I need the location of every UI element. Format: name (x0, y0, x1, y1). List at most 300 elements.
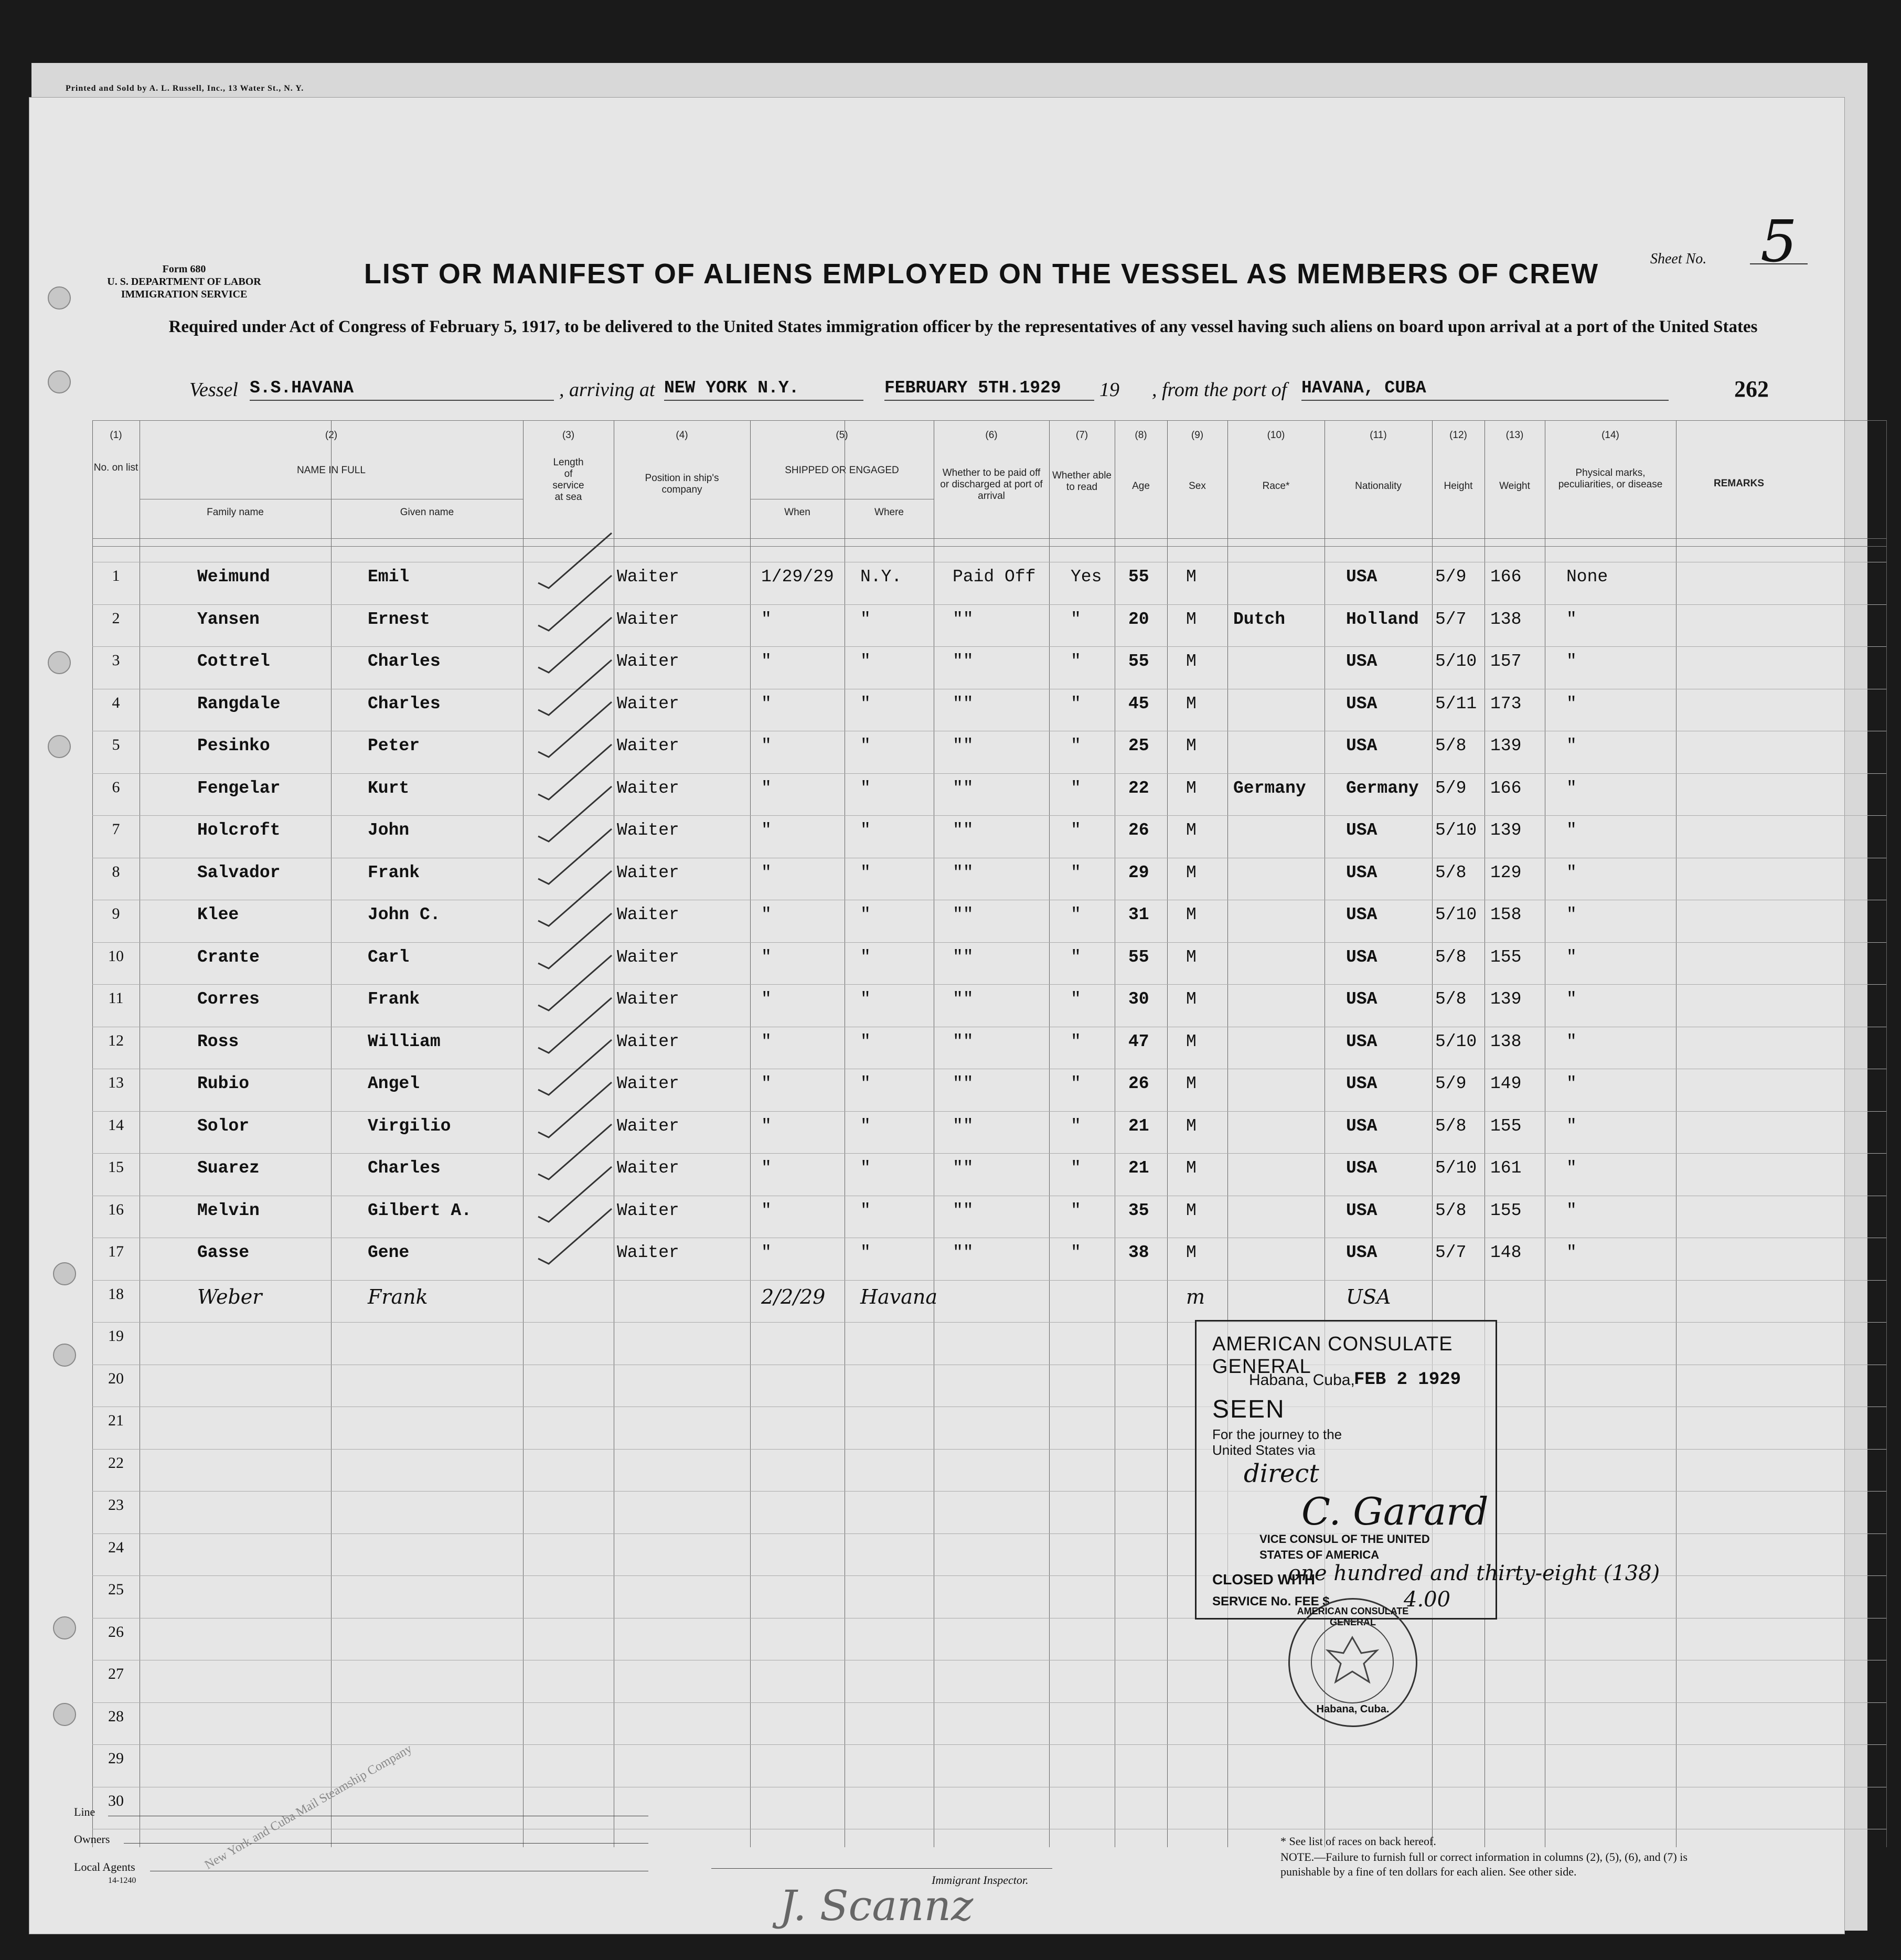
vessel-name: S.S.HAVANA (250, 378, 554, 401)
footnote-races: * See list of races on back hereof. (1280, 1835, 1436, 1848)
cell-paid: "" (953, 821, 974, 840)
col-number-8: (8) (1135, 430, 1147, 441)
cell-weight: 173 (1490, 694, 1522, 713)
cell-sex: M (1186, 694, 1197, 713)
header-shipped: SHIPPED OR ENGAGED (785, 465, 899, 476)
cell-nationality: Germany (1346, 778, 1419, 798)
cell-weight: 148 (1490, 1243, 1522, 1262)
cell-family: Cottrel (197, 652, 270, 671)
cell-weight: 139 (1490, 989, 1522, 1009)
cell-marks: " (1566, 609, 1577, 629)
cell-when: " (761, 821, 772, 840)
cell-where: " (860, 1074, 871, 1093)
cell-age: 21 (1128, 1116, 1149, 1136)
cell-where: " (860, 694, 871, 713)
cell-nationality: USA (1346, 1031, 1377, 1051)
row-number: 19 (108, 1327, 124, 1345)
inspector-rule (711, 1868, 1052, 1869)
cell-position: Waiter (617, 862, 679, 882)
cell-weight: 129 (1490, 862, 1522, 882)
col-number-6: (6) (985, 430, 998, 441)
row-rule (92, 1702, 1886, 1703)
form-number: Form 680 (162, 263, 206, 275)
cell-when: " (761, 1200, 772, 1220)
cell-height: 5/9 (1435, 567, 1467, 587)
footer-owners-label: Owners (74, 1833, 110, 1846)
cell-nationality: USA (1346, 1243, 1377, 1262)
printer-imprint: Printed and Sold by A. L. Russell, Inc., 13 Water St., N. Y. (66, 84, 304, 93)
cell-when: " (761, 1243, 772, 1262)
seal-bottom-text: Habana, Cuba. (1316, 1703, 1390, 1715)
vice-consul-signature: C. Garard (1301, 1489, 1489, 1533)
arriving-label: , arriving at (559, 379, 655, 401)
cell-where: " (860, 1031, 871, 1051)
cell-position: Waiter (617, 1158, 679, 1178)
cell-sex: M (1186, 947, 1197, 967)
cell-nationality: USA (1346, 947, 1377, 967)
header-rule (92, 420, 1886, 421)
header-sex: Sex (1189, 481, 1206, 492)
row-number: 1 (112, 567, 120, 584)
cell-marks: " (1566, 736, 1577, 755)
cell-age: 55 (1128, 947, 1149, 967)
header-nationality: Nationality (1355, 481, 1402, 492)
cell-family: Crante (197, 947, 260, 967)
cell-read: " (1071, 1031, 1081, 1051)
cell-where: " (860, 609, 871, 629)
cell-paid: Paid Off (953, 567, 1036, 587)
cell-age: 20 (1128, 609, 1149, 629)
cell-given: Gene (368, 1243, 410, 1262)
cell-paid: "" (953, 1031, 974, 1051)
cell-marks: " (1566, 1031, 1577, 1051)
form-department: U. S. DEPARTMENT OF LABOR (107, 276, 261, 287)
column-rule (1167, 420, 1168, 1847)
header-remarks: REMARKS (1713, 478, 1765, 489)
cell-weight: 155 (1490, 947, 1522, 967)
cell-height: 5/8 (1435, 947, 1467, 967)
cell-sex: M (1186, 1158, 1197, 1178)
cell-where: Havana (860, 1285, 938, 1308)
cell-nationality: USA (1346, 652, 1377, 671)
cell-where: " (860, 736, 871, 755)
cell-read: " (1071, 1074, 1081, 1093)
cell-position: Waiter (617, 1243, 679, 1262)
row-number: 21 (108, 1412, 124, 1429)
cell-family: Gasse (197, 1243, 250, 1262)
col-number-7: (7) (1075, 430, 1088, 441)
row-rule (92, 1111, 1886, 1112)
cell-height: 5/10 (1435, 1158, 1477, 1178)
cell-marks: " (1566, 1200, 1577, 1220)
cell-height: 5/8 (1435, 1200, 1467, 1220)
footer-line-label: Line (74, 1805, 95, 1818)
sheet-number-label: Sheet No. (1650, 251, 1707, 267)
header-weight: Weight (1499, 481, 1530, 492)
cell-given: Gilbert A. (368, 1200, 472, 1220)
company-stamp: New York and Cuba Mail Steamship Company (202, 1742, 414, 1872)
cell-weight: 138 (1490, 1031, 1522, 1051)
stamp-closed: CLOSED WITH (1212, 1571, 1315, 1588)
from-port: HAVANA, CUBA (1301, 378, 1669, 401)
binder-hole (53, 1262, 76, 1285)
column-rule (1049, 420, 1050, 1847)
footnote-penalty: NOTE.—Failure to furnish full or correct information in columns (2), (5), (6), and (7) is punishable by a fine of ten dollars for each alien. See other side. (1280, 1850, 1688, 1878)
cell-where: " (860, 1243, 871, 1262)
stamp-vice-consul: VICE CONSUL OF THE UNITED STATES OF AMERICA (1259, 1532, 1430, 1561)
cell-sex: M (1186, 567, 1197, 587)
cell-where: " (860, 1158, 871, 1178)
cell-when: " (761, 652, 772, 671)
stamp-consulate: AMERICAN CONSULATE GENERAL (1212, 1333, 1453, 1378)
row-number: 17 (108, 1243, 124, 1260)
cell-sex: M (1186, 821, 1197, 840)
stamp-city: Habana, Cuba, (1249, 1371, 1355, 1389)
reference-number: 262 (1734, 376, 1769, 402)
cell-read: " (1071, 905, 1081, 924)
cell-read: " (1071, 947, 1081, 967)
stamp-date: FEB 2 1929 (1354, 1370, 1461, 1390)
cell-sex: M (1186, 1074, 1197, 1093)
header-position: Position in ship's company (645, 473, 719, 495)
cell-sex: m (1186, 1285, 1205, 1308)
row-number: 25 (108, 1581, 124, 1598)
cell-sex: M (1186, 862, 1197, 882)
cell-given: John (368, 821, 410, 840)
cell-when: " (761, 1031, 772, 1051)
cell-marks: " (1566, 1158, 1577, 1178)
cell-nationality: USA (1346, 1285, 1391, 1308)
cell-when: " (761, 1116, 772, 1136)
cell-given: Frank (368, 989, 420, 1009)
footer-agents-label: Local Agents (74, 1860, 135, 1873)
cell-given: Frank (368, 862, 420, 882)
header-no-on-list: No. on list (93, 462, 138, 473)
cell-when: " (761, 1074, 772, 1093)
cell-given: Ernest (368, 609, 430, 629)
cell-age: 29 (1128, 862, 1149, 882)
cell-marks: " (1566, 778, 1577, 798)
cell-when: " (761, 989, 772, 1009)
footer-owners-rule (124, 1843, 648, 1844)
cell-sex: M (1186, 1116, 1197, 1136)
cell-age: 47 (1128, 1031, 1149, 1051)
sheet-number: 5 (1760, 208, 1797, 275)
cell-weight: 166 (1490, 567, 1522, 587)
cell-weight: 139 (1490, 821, 1522, 840)
cell-sex: M (1186, 652, 1197, 671)
eagle-emblem-icon (1311, 1621, 1394, 1703)
cell-age: 31 (1128, 905, 1149, 924)
row-number: 3 (112, 652, 120, 669)
cell-when: 1/29/29 (761, 567, 834, 587)
cell-paid: "" (953, 1116, 974, 1136)
cell-nationality: Holland (1346, 609, 1419, 629)
cell-nationality: USA (1346, 567, 1377, 587)
cell-given: Frank (368, 1285, 428, 1308)
cell-height: 5/8 (1435, 736, 1467, 755)
cell-paid: "" (953, 905, 974, 924)
cell-when: " (761, 609, 772, 629)
column-rule (523, 420, 524, 1847)
cell-height: 5/8 (1435, 862, 1467, 882)
header-rule (92, 538, 1886, 539)
cell-read: " (1071, 778, 1081, 798)
cell-age: 55 (1128, 652, 1149, 671)
stamp-journey: For the journey to the United States via (1212, 1426, 1342, 1458)
cell-given: Emil (368, 567, 410, 587)
cell-age: 26 (1128, 1074, 1149, 1093)
row-number: 5 (112, 736, 120, 753)
cell-family: Rangdale (197, 694, 281, 713)
form-service: IMMIGRATION SERVICE (121, 289, 248, 300)
row-rule (92, 1322, 1886, 1323)
header-paid-off: Whether to be paid off or discharged at port of arrival (940, 467, 1043, 502)
page-title: LIST OR MANIFEST OF ALIENS EMPLOYED ON THE VESSEL AS MEMBERS OF CREW (364, 258, 1599, 290)
cell-weight: 157 (1490, 652, 1522, 671)
header-family-name: Family name (207, 507, 264, 518)
cell-family: Pesinko (197, 736, 270, 755)
row-number: 24 (108, 1538, 124, 1556)
col-number-13: (13) (1505, 430, 1524, 441)
row-rule (92, 646, 1886, 647)
cell-paid: "" (953, 652, 974, 671)
cell-when: 2/2/29 (761, 1285, 826, 1308)
row-number: 30 (108, 1792, 124, 1809)
cell-family: Klee (197, 905, 239, 924)
row-number: 9 (112, 905, 120, 922)
cell-sex: M (1186, 989, 1197, 1009)
binder-hole (48, 370, 71, 393)
header-when: When (784, 507, 810, 518)
cell-marks: " (1566, 1074, 1577, 1093)
page-subtitle: Required under Act of Congress of February 5, 1917, to be delivered to the United States immigration officer by the representatives of any vessel having such aliens on board upon arrival at a port of the United States (168, 317, 1758, 336)
inspector-signature: J. Scannz (779, 1881, 974, 1930)
cell-family: Fengelar (197, 778, 281, 798)
cell-sex: M (1186, 1243, 1197, 1262)
arriving-port: NEW YORK N.Y. (664, 378, 863, 401)
col-number-4: (4) (676, 430, 688, 441)
binder-hole (48, 651, 71, 674)
cell-height: 5/9 (1435, 778, 1467, 798)
checkmark-icon (536, 1206, 614, 1269)
col-number-9: (9) (1191, 430, 1204, 441)
cell-read: " (1071, 821, 1081, 840)
column-rule (1227, 420, 1228, 1847)
cell-age: 25 (1128, 736, 1149, 755)
binder-hole (53, 1616, 76, 1639)
cell-paid: "" (953, 694, 974, 713)
cell-read: " (1071, 989, 1081, 1009)
cell-position: Waiter (617, 1031, 679, 1051)
stamp-service: SERVICE No. FEE $ (1212, 1594, 1330, 1609)
seal-top-text: AMERICAN CONSULATE GENERAL (1297, 1606, 1409, 1627)
inspector-label: Immigrant Inspector. (932, 1873, 1029, 1887)
cell-height: 5/9 (1435, 1074, 1467, 1093)
row-number: 29 (108, 1750, 124, 1767)
row-rule (92, 815, 1886, 816)
cell-marks: " (1566, 652, 1577, 671)
header-name-in-full: NAME IN FULL (297, 465, 366, 476)
header-where: Where (874, 507, 904, 518)
row-number: 26 (108, 1623, 124, 1641)
cell-family: Melvin (197, 1200, 260, 1220)
row-rule (92, 1280, 1886, 1281)
row-rule (92, 1153, 1886, 1154)
row-rule (92, 773, 1886, 774)
col-number-1: (1) (110, 430, 122, 441)
cell-read: " (1071, 1116, 1081, 1136)
cell-paid: "" (953, 1074, 974, 1093)
row-number: 14 (108, 1116, 124, 1134)
cell-sex: M (1186, 736, 1197, 755)
cell-family: Solor (197, 1116, 250, 1136)
cell-where: " (860, 905, 871, 924)
cell-position: Waiter (617, 652, 679, 671)
cell-marks: None (1566, 567, 1608, 587)
cell-age: 22 (1128, 778, 1149, 798)
row-rule (92, 984, 1886, 985)
vessel-info-row (29, 378, 1844, 410)
cell-paid: "" (953, 778, 974, 798)
cell-given: Charles (368, 694, 441, 713)
row-rule (92, 942, 1886, 943)
header-able-read: Whether able to read (1052, 470, 1112, 493)
cell-height: 5/7 (1435, 609, 1467, 629)
col-number-12: (12) (1449, 430, 1467, 441)
cell-where: " (860, 862, 871, 882)
row-rule (92, 604, 1886, 605)
cell-when: " (761, 947, 772, 967)
cell-position: Waiter (617, 989, 679, 1009)
binder-hole (53, 1703, 76, 1726)
col-number-5: (5) (836, 430, 848, 441)
cell-paid: "" (953, 609, 974, 629)
header-height: Height (1444, 481, 1473, 492)
header-length-service: Length of service at sea (552, 457, 584, 503)
cell-weight: 155 (1490, 1116, 1522, 1136)
cell-height: 5/10 (1435, 905, 1477, 924)
col-number-2: (2) (325, 430, 338, 441)
cell-position: Waiter (617, 609, 679, 629)
cell-race: Dutch (1233, 609, 1286, 629)
cell-given: Peter (368, 736, 420, 755)
row-rule (92, 1533, 1886, 1534)
cell-marks: " (1566, 1116, 1577, 1136)
cell-age: 30 (1128, 989, 1149, 1009)
row-number: 22 (108, 1454, 124, 1472)
cell-nationality: USA (1346, 821, 1377, 840)
header-given-name: Given name (400, 507, 454, 518)
cell-nationality: USA (1346, 862, 1377, 882)
cell-given: Angel (368, 1074, 420, 1093)
cell-read: " (1071, 736, 1081, 755)
cell-position: Waiter (617, 905, 679, 924)
row-number: 6 (112, 778, 120, 796)
row-number: 20 (108, 1369, 124, 1387)
cell-marks: " (1566, 947, 1577, 967)
cell-read: " (1071, 1200, 1081, 1220)
cell-nationality: USA (1346, 989, 1377, 1009)
cell-position: Waiter (617, 1074, 679, 1093)
cell-weight: 166 (1490, 778, 1522, 798)
cell-position: Waiter (617, 1116, 679, 1136)
cell-where: " (860, 1116, 871, 1136)
cell-position: Waiter (617, 778, 679, 798)
cell-nationality: USA (1346, 905, 1377, 924)
cell-position: Waiter (617, 821, 679, 840)
row-number: 27 (108, 1665, 124, 1682)
cell-nationality: USA (1346, 1158, 1377, 1178)
cell-family: Weber (197, 1285, 262, 1308)
cell-nationality: USA (1346, 694, 1377, 713)
year-label: 19 (1099, 379, 1119, 401)
cell-where: " (860, 652, 871, 671)
cell-sex: M (1186, 778, 1197, 798)
cell-when: " (761, 1158, 772, 1178)
column-rule (1432, 420, 1433, 1847)
cell-nationality: USA (1346, 1074, 1377, 1093)
cell-read: " (1071, 862, 1081, 882)
cell-when: " (761, 694, 772, 713)
cell-when: " (761, 736, 772, 755)
cell-age: 26 (1128, 821, 1149, 840)
column-rule (750, 420, 751, 1847)
row-number: 11 (108, 989, 124, 1007)
cell-paid: "" (953, 1158, 974, 1178)
cell-given: Virgilio (368, 1116, 451, 1136)
cell-paid: "" (953, 736, 974, 755)
cell-position: Waiter (617, 1200, 679, 1220)
cell-sex: M (1186, 609, 1197, 629)
row-number: 15 (108, 1158, 124, 1176)
header-race: Race* (1262, 481, 1290, 492)
cell-paid: "" (953, 947, 974, 967)
cell-height: 5/11 (1435, 694, 1477, 713)
col-number-3: (3) (562, 430, 575, 441)
cell-weight: 161 (1490, 1158, 1522, 1178)
cell-position: Waiter (617, 694, 679, 713)
cell-weight: 155 (1490, 1200, 1522, 1220)
cell-where: " (860, 1200, 871, 1220)
footer-form-code: 14-1240 (108, 1876, 136, 1885)
cell-read: Yes (1071, 567, 1102, 587)
vessel-label: Vessel (189, 379, 238, 401)
cell-weight: 139 (1490, 736, 1522, 755)
cell-position: Waiter (617, 567, 679, 587)
cell-position: Waiter (617, 736, 679, 755)
cell-height: 5/10 (1435, 1031, 1477, 1051)
fee-handwriting: 4.00 (1404, 1588, 1451, 1612)
cell-height: 5/10 (1435, 652, 1477, 671)
stamp-seen: SEEN (1212, 1396, 1285, 1423)
cell-given: Carl (368, 947, 410, 967)
cell-weight: 158 (1490, 905, 1522, 924)
binder-hole (48, 286, 71, 310)
row-number: 8 (112, 862, 120, 880)
cell-position: Waiter (617, 947, 679, 967)
cell-when: " (761, 862, 772, 882)
cell-height: 5/8 (1435, 989, 1467, 1009)
cell-height: 5/10 (1435, 821, 1477, 840)
cell-nationality: USA (1346, 736, 1377, 755)
stamp-via: direct (1244, 1459, 1319, 1488)
cell-sex: M (1186, 905, 1197, 924)
row-rule (92, 1491, 1886, 1492)
cell-age: 45 (1128, 694, 1149, 713)
manifest-sheet (29, 97, 1845, 1934)
cell-family: Rubio (197, 1074, 250, 1093)
